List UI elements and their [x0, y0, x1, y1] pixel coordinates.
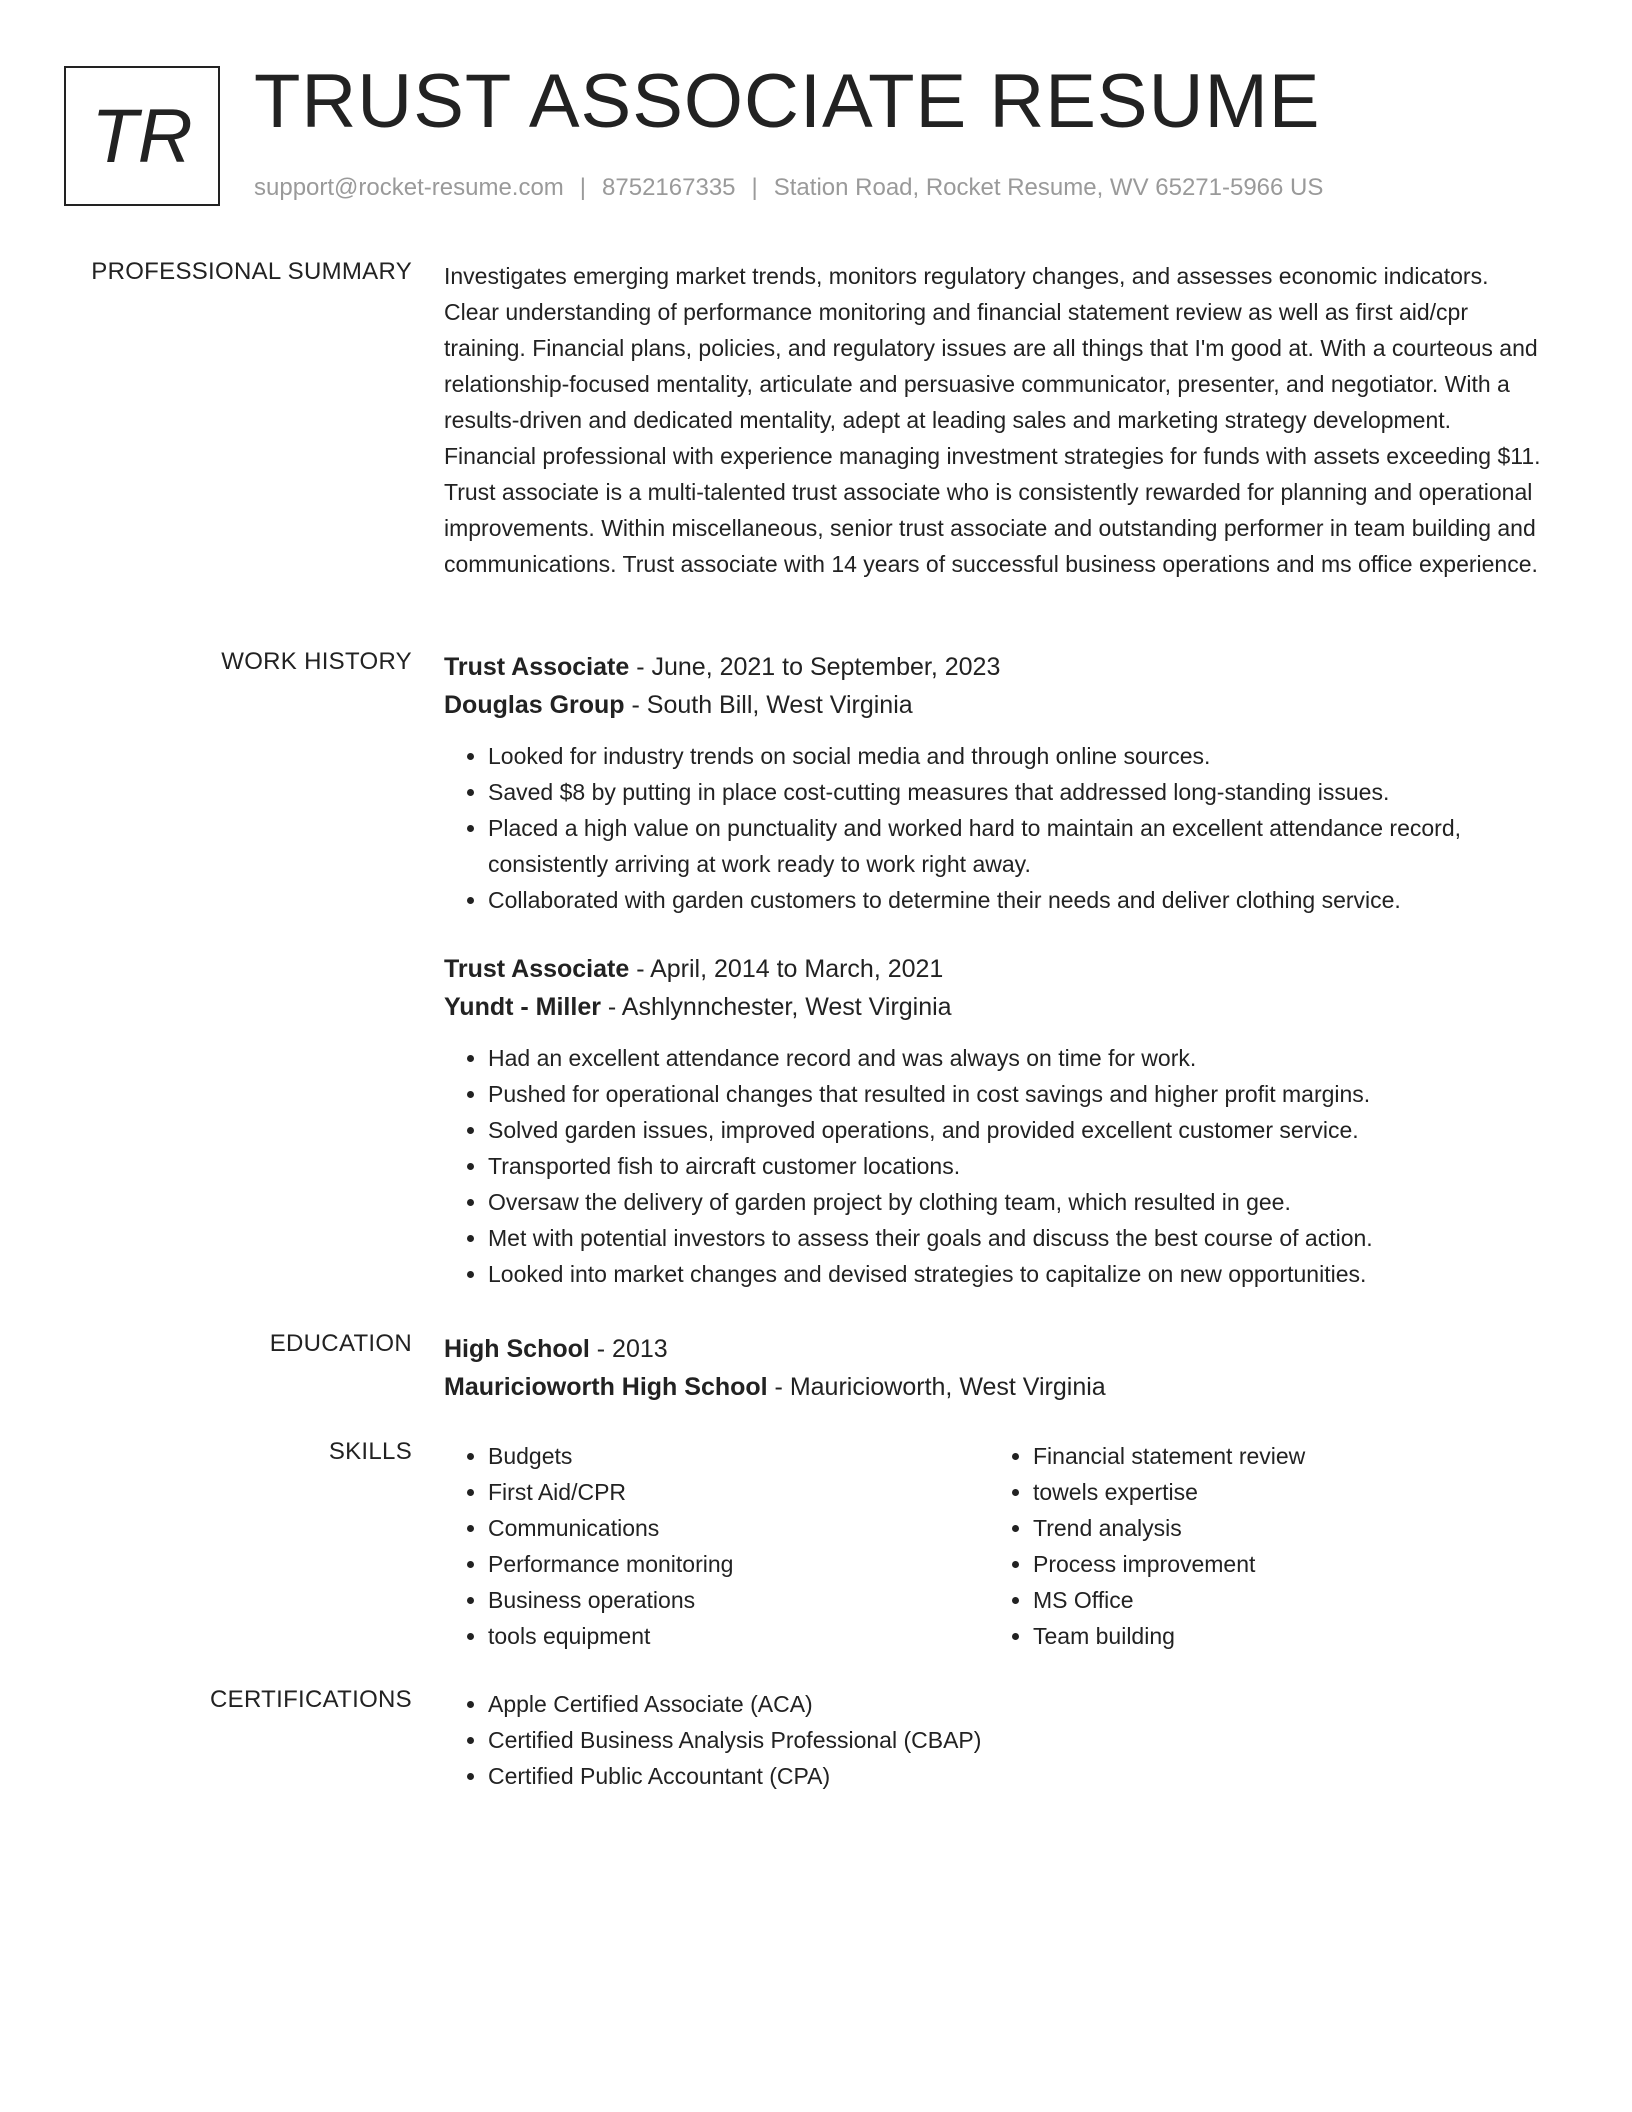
- contact-line: [254, 174, 1323, 202]
- certifications-list: [444, 1686, 1548, 1794]
- job-duty: • Transported fish to aircraft customer locations.: [488, 1148, 1548, 1184]
- job-duty: • Looked into market changes and devised strategies to capitalize on new opportunities.: [488, 1256, 1548, 1292]
- certification-item: • Apple Certified Associate (ACA): [488, 1686, 1548, 1722]
- skill-item: • Process improvement: [1033, 1546, 1534, 1582]
- job-entry: [444, 950, 1548, 1292]
- skills-list-right: [989, 1438, 1534, 1654]
- job-duty: • Oversaw the delivery of garden project by clothing team, which resulted in gee.: [488, 1184, 1548, 1220]
- job-duties-list: [444, 1040, 1548, 1292]
- certification-item: • Certified Public Accountant (CPA): [488, 1758, 1548, 1794]
- work-history-label: WORK HISTORY: [221, 648, 412, 675]
- contact-separator: |: [751, 174, 758, 201]
- contact-email: support@rocket-resume.com: [254, 174, 564, 201]
- skill-item: • Team building: [1033, 1618, 1534, 1654]
- education-label: EDUCATION: [269, 1330, 412, 1357]
- contact-phone: 8752167335: [602, 174, 736, 201]
- job-title: Trust Associate: [444, 653, 630, 681]
- skill-item: • Budgets: [488, 1438, 989, 1474]
- skill-item: • Trend analysis: [1033, 1510, 1534, 1546]
- job-company: Yundt - Miller: [444, 993, 601, 1021]
- job-duty: • Collaborated with garden customers to determine their needs and deliver clothing service.: [488, 882, 1548, 918]
- job-dates: - June, 2021 to September, 2023: [629, 653, 1001, 681]
- job-duty: • Had an excellent attendance record and was always on time for work.: [488, 1040, 1548, 1076]
- skill-item: • First Aid/CPR: [488, 1474, 989, 1510]
- job-title: Trust Associate: [444, 955, 630, 983]
- job-company: Douglas Group: [444, 691, 625, 719]
- job-duty: • Solved garden issues, improved operations, and provided excellent customer service.: [488, 1112, 1548, 1148]
- monogram-logo: TR: [64, 66, 220, 206]
- certification-item: • Certified Business Analysis Professional (CBAP): [488, 1722, 1548, 1758]
- contact-separator: |: [579, 174, 587, 201]
- job-duty: • Placed a high value on punctuality and worked hard to maintain an excellent attendance record, consistently arriving at work ready to work right away.: [488, 810, 1548, 882]
- education-school: Mauricioworth High School: [444, 1373, 768, 1401]
- skill-item: • tools equipment: [488, 1618, 989, 1654]
- job-duties-list: [444, 738, 1548, 918]
- job-location: - South Bill, West Virginia: [624, 691, 913, 719]
- job-duty: • Met with potential investors to assess their goals and discuss the best course of action.: [488, 1220, 1548, 1256]
- skill-item: • Financial statement review: [1033, 1438, 1534, 1474]
- skills-list-left: [444, 1438, 989, 1654]
- job-location: - Ashlynnchester, West Virginia: [600, 993, 952, 1021]
- skill-item: • Communications: [488, 1510, 989, 1546]
- summary-label: PROFESSIONAL SUMMARY: [91, 258, 412, 285]
- skill-item: • MS Office: [1033, 1582, 1534, 1618]
- job-entry: [444, 648, 1548, 918]
- skills-label: SKILLS: [328, 1438, 412, 1465]
- job-duty: • Pushed for operational changes that resulted in cost savings and higher profit margins.: [488, 1076, 1548, 1112]
- education-location: - Mauricioworth, West Virginia: [767, 1373, 1106, 1401]
- education-degree: High School: [444, 1335, 590, 1363]
- job-duty: • Looked for industry trends on social media and through online sources.: [488, 738, 1548, 774]
- job-dates: - April, 2014 to March, 2021: [629, 955, 944, 983]
- skill-item: • towels expertise: [1033, 1474, 1534, 1510]
- certifications-label: CERTIFICATIONS: [210, 1686, 412, 1713]
- skill-item: • Performance monitoring: [488, 1546, 989, 1582]
- job-duty: • Saved $8 by putting in place cost-cutting measures that addressed long-standing issues.: [488, 774, 1548, 810]
- summary-text: Investigates emerging market trends, monitors regulatory changes, and assesses economic indicators. Clear understanding of performance monitoring and financial statement review as well as first aid/cpr training. Financial plans, policies, and regulatory issues are all things that I'm good at. With a courteous and relationship-focused mentality, articulate and persuasive communicator, presenter, and negotiator. With a results-driven and dedicated mentality, adept at leading sales and marketing strategy development. Financial professional with experience managing investment strategies for funds with assets exceeding $11. Trust associate is a multi-talented trust associate who is consistently rewarded for planning and operational improvements. Within miscellaneous, senior trust associate and outstanding performer in team building and communications. Trust associate with 14 years of successful business operations and ms office experience.: [444, 263, 1541, 577]
- skill-item: • Business operations: [488, 1582, 989, 1618]
- education-year: - 2013: [589, 1335, 668, 1363]
- contact-address: Station Road, Rocket Resume, WV 65271-5966 US: [773, 174, 1324, 201]
- resume-title: TRUST ASSOCIATE RESUME: [254, 59, 1321, 144]
